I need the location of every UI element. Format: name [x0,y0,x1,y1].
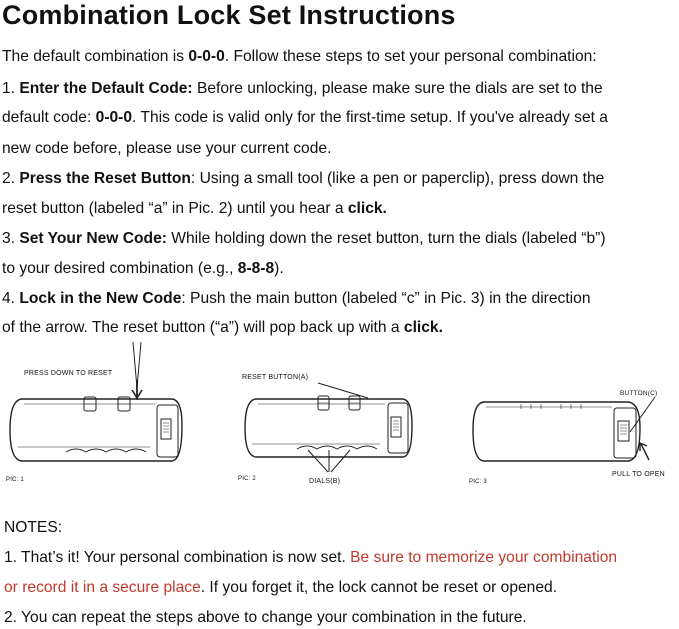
step-1-line-2: default code: 0-0-0. This code is valid only for the first-time setup. If you've already set a [2,109,608,126]
pic-3-label: PIC: 3 [469,479,487,485]
dials-label: DIALS(B) [309,478,341,485]
reset-button-label: RESET BUTTON(A) [242,374,309,381]
step-4-heading: Lock in the New Code [19,290,182,307]
note-1-line-2: or record it in a secure place. If you forget it, the lock cannot be reset or opened. [4,579,558,596]
pic-1-label: PIC: 1 [6,477,24,483]
lock-pic-2 [245,383,412,472]
lock-pic-1 [10,397,182,461]
step-4-line-1: 4. Lock in the New Code: Push the main button (labeled “c” in Pic. 3) in the direction [2,290,591,307]
page-title: Combination Lock Set Instructions [2,0,456,30]
step-2-line-1: 2. Press the Reset Button: Using a small tool (like a pen or paperclip), press down the [2,170,605,187]
default-code: 0-0-0 [188,48,225,65]
press-down-label: PRESS DOWN TO RESET [24,370,113,377]
press-down-arrow-icon [132,342,142,400]
note-1-line-1: 1. That’s it! Your personal combination is now set. Be sure to memorize your combination [4,549,618,566]
step-2-line-2: reset button (labeled “a” in Pic. 2) until you hear a click. [2,200,387,217]
lock-pic-3 [473,397,655,461]
pic-2-label: PIC: 2 [238,476,256,482]
pull-arrow-icon [640,443,649,460]
step-3-line-1: 3. Set Your New Code: While holding down the reset button, turn the dials (labeled “b”) [2,230,606,247]
note-2: 2. You can repeat the steps above to change your combination in the future. [4,609,527,626]
step-3-heading: Set Your New Code: [19,230,167,247]
step-1-heading: Enter the Default Code: [19,80,193,97]
step-1-line-1: 1. Enter the Default Code: Before unlocking, please make sure the dials are set to the [2,80,603,97]
pull-to-open-label: PULL TO OPEN [612,471,665,478]
lock-diagrams [0,340,679,490]
step-2-heading: Press the Reset Button [19,170,191,187]
button-c-label: BUTTON(C) [620,390,658,397]
step-1-line-3: new code before, please use your current code. [2,140,332,157]
intro-line: The default combination is 0-0-0. Follow these steps to set your personal combination: [2,48,597,65]
notes-heading: NOTES: [4,519,63,536]
step-4-line-2: of the arrow. The reset button (“a”) will pop back up with a click. [2,319,443,336]
step-3-line-2: to your desired combination (e.g., 8-8-8). [2,260,284,277]
